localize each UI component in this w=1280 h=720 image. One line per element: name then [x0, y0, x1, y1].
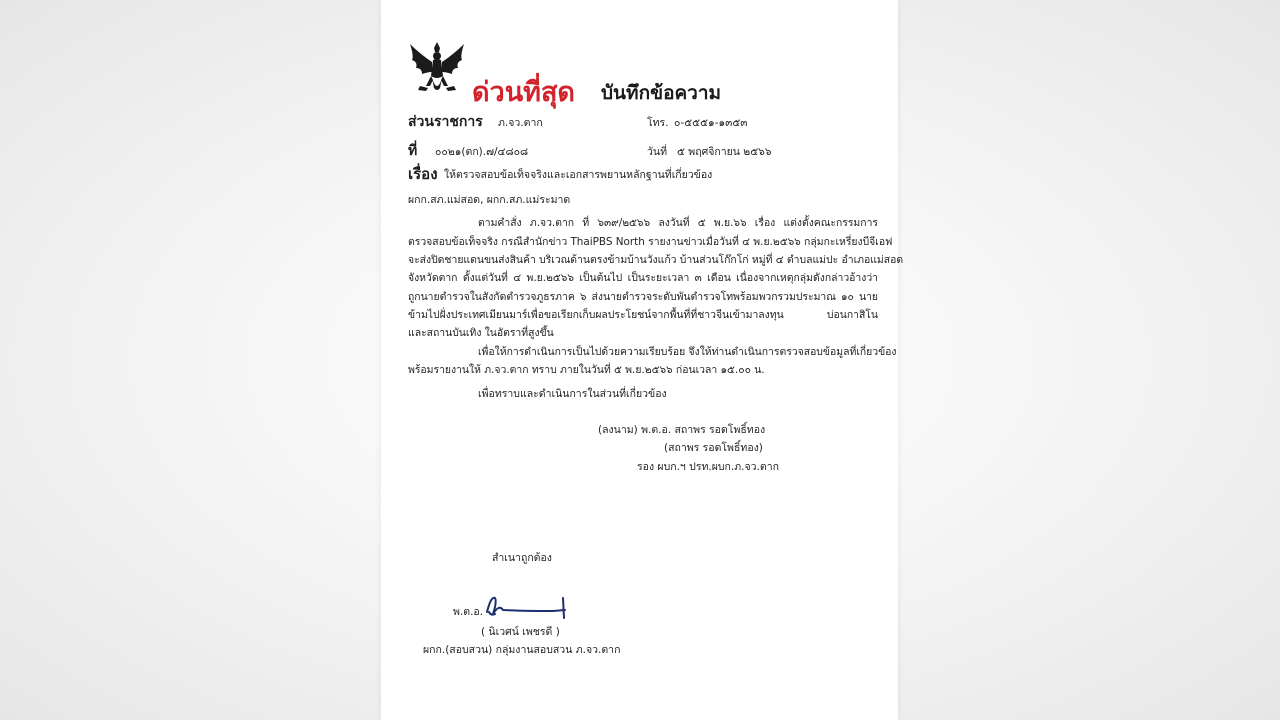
copy-signer-name: ( นิเวศน์ เพชรดี ) — [481, 626, 560, 638]
body2-line: พร้อมรายงานให้ ภ.จว.ตาก ทราบ ภายในวันที่ ๕ พ.ย.๒๕๖๖ ก่อนเวลา ๑๕.๐๐ น. — [408, 364, 765, 376]
body-line: และสถานบันเทิง ในอัตราที่สูงขึ้น — [408, 327, 554, 339]
subject-value: ให้ตรวจสอบข้อเท็จจริงและเอกสารพยานหลักฐานที่เกี่ยวข้อง — [444, 169, 713, 181]
certified-copy-label: สำเนาถูกต้อง — [492, 552, 552, 564]
body2-line: เพื่อให้การดำเนินการเป็นไปด้วยความเรียบร้อย จึงให้ท่านดำเนินการตรวจสอบข้อมูลที่เกี่ยวข้อง — [478, 346, 897, 358]
phone-label: โทร. — [647, 117, 669, 129]
signature-name: (สถาพร รอดโพธิ์ทอง) — [664, 442, 763, 454]
reference-value: ๐๐๒๑(ตก).๗/๔๘๐๘ — [435, 146, 529, 158]
body-line: ข้ามไปฝั่งประเทศเมียนมาร์เพื่อขอเรียกเก็บผลประโยชน์จากพื้นที่ที่ชาวจีนเข้ามาลงทุน บ่อนกาสิโน — [408, 309, 878, 321]
body-line: จังหวัดตาก ตั้งแต่วันที่ ๔ พ.ย.๒๕๖๖ เป็นต้นไป เป็นระยะเวลา ๓ เดือน เนื่องจากเหตุกลุ่มดังกล่าวอ้างว่า — [408, 272, 878, 284]
memo-title: บันทึกข้อความ — [601, 82, 722, 104]
subject-label: เรื่อง — [408, 165, 438, 183]
body-line: ตรวจสอบข้อเท็จจริง กรณีสำนักข่าว ThaiPBS North รายงานข่าวเมื่อวันที่ ๔ พ.ย.๒๕๖๖ กลุ่มกะเหรี่ยงบีจีเอฟ — [408, 236, 893, 248]
phone-value: ๐-๕๕๕๑-๑๓๕๓ — [674, 117, 748, 129]
agency-label: ส่วนราชการ — [408, 114, 483, 130]
urgent-label: ด่วนที่สุด — [472, 77, 575, 108]
signature-line: (ลงนาม) พ.ต.อ. สถาพร รอดโพธิ์ทอง — [598, 424, 766, 436]
date-value: ๕ พฤศจิกายน ๒๕๖๖ — [677, 146, 772, 158]
body-line: ถูกนายตำรวจในสังกัดตำรวจภูธรภาค ๖ ส่งนายตำรวจระดับพันตำรวจโทพร้อมพวกรวมประมาณ ๑๐ นาย — [408, 291, 878, 303]
agency-value: ภ.จว.ตาก — [498, 117, 543, 129]
recipient: ผกก.สภ.แม่สอด, ผกก.สภ.แม่ระมาด — [408, 194, 571, 206]
closing-text: เพื่อทราบและดำเนินการในส่วนที่เกี่ยวข้อง — [478, 388, 667, 400]
date-label: วันที่ — [647, 146, 667, 158]
memo-document — [381, 0, 904, 720]
signature-position: รอง ผบก.ฯ ปรท.ผบก.ภ.จว.ตาก — [637, 461, 779, 473]
copy-signer-position: ผกก.(สอบสวน) กลุ่มงานสอบสวน ภ.จว.ตาก — [423, 644, 621, 656]
body-line: จะส่งปิดชายแดนขนส่งสินค้า บริเวณด้านตรงข้ามบ้านวังแก้ว บ้านส่วนโก๊กโก่ หมู่ที่ ๔ ตำบลแม่ปะ อำเภอแม่สอด — [408, 254, 904, 266]
garuda-emblem-icon — [406, 36, 468, 98]
handwritten-signature-icon — [483, 592, 571, 622]
reference-label: ที่ — [408, 143, 418, 159]
copy-rank: พ.ต.อ. — [453, 606, 484, 618]
body-line: ตามคำสั่ง ภ.จว.ตาก ที่ ๖๓๙/๒๕๖๖ ลงวันที่ ๕ พ.ย.๖๖ เรื่อง แต่งตั้งคณะกรรมการ — [478, 217, 878, 229]
